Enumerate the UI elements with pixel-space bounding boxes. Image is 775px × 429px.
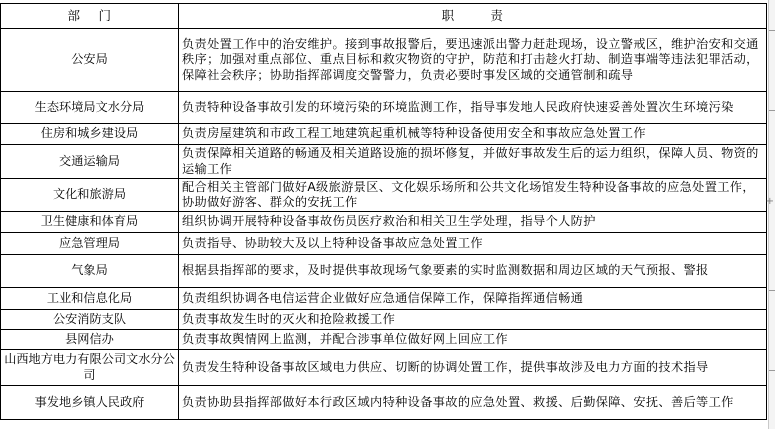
department-cell: 事发地乡镇人民政府 <box>1 386 179 420</box>
table-row <box>1 179 767 212</box>
ruler-tick <box>769 370 775 371</box>
department-cell: 县网信办 <box>1 330 179 350</box>
department-cell: 工业和信息化局 <box>1 288 179 310</box>
duties-cell: 负责房屋建筑和市政工程工地建筑起重机械等特种设备使用安全和事故应急处置工作 <box>179 124 767 145</box>
duties-cell: 根据县指挥部的要求，及时提供事故现场气象要素的实时监测数据和周边区域的天气预报、警报 <box>179 255 767 288</box>
table-row <box>1 350 767 386</box>
duties-cell: 负责事故发生时的灭火和抢险救援工作 <box>179 310 767 330</box>
header-department: 部 门 <box>1 4 179 29</box>
department-cell: 生态环境局文水分局 <box>1 92 179 124</box>
department-cell: 气象局 <box>1 255 179 288</box>
department-cell: 文化和旅游局 <box>1 179 179 212</box>
duties-cell: 负责特种设备事故引发的环境污染的环境监测工作，指导事发地人民政府快速妥善处置次生环境污染 <box>179 92 767 124</box>
department-cell: 应急管理局 <box>1 233 179 255</box>
duties-cell: 负责事故舆情网上监测，并配合涉事单位做好网上回应工作 <box>179 330 767 350</box>
duties-cell: 负责协助县指挥部做好本行政区域内特种设备事故的应急处置、救援、后勤保障、安抚、善后等工作 <box>179 386 767 420</box>
duties-cell: 配合相关主管部门做好A级旅游景区、文化娱乐场所和公共文化场馆发生特种设备事故的应急处置工作，协助做好游客、群众的安抚工作 <box>179 179 767 212</box>
table-row <box>1 288 767 310</box>
duties-cell: 负责发生特种设备事故区域电力供应、切断的协调处置工作，提供事故涉及电力方面的技术指导 <box>179 350 767 386</box>
table-row <box>1 310 767 330</box>
department-duties-table <box>0 3 767 420</box>
header-duties: 职 责 <box>179 4 767 29</box>
table-row <box>1 212 767 233</box>
department-cell: 山西地方电力有限公司文水分公司 <box>1 350 179 386</box>
department-cell: 住房和城乡建设局 <box>1 124 179 145</box>
plus-marker-icon: + <box>765 196 774 207</box>
table-row <box>1 92 767 124</box>
table-row <box>1 255 767 288</box>
department-cell: 公安局 <box>1 29 179 92</box>
vertical-scrollbar-ruler[interactable] <box>765 0 775 429</box>
table-header-row <box>1 4 767 29</box>
table-row <box>1 124 767 145</box>
ruler-tick <box>769 110 775 111</box>
table-row <box>1 145 767 179</box>
table-row <box>1 233 767 255</box>
ruler-tick <box>769 290 775 291</box>
duties-cell: 组织协调开展特种设备事故伤员医疗救治和相关卫生学处理，指导个人防护 <box>179 212 767 233</box>
duties-cell: 负责保障相关道路的畅通及相关道路设施的损坏修复，并做好事故发生后的运力组织，保障人员、物资的运输工作 <box>179 145 767 179</box>
duties-cell: 负责指导、协助较大及以上特种设备事故应急处置工作 <box>179 233 767 255</box>
table-row <box>1 386 767 420</box>
duties-cell: 负责组织协调各电信运营企业做好应急通信保障工作，保障指挥通信畅通 <box>179 288 767 310</box>
table-row <box>1 330 767 350</box>
duties-cell: 负责处置工作中的治安维护。接到事故报警后，要迅速派出警力赶赴现场，设立警戒区，维护治安和交通秩序；加强对重点部位、重点目标和救灾物资的守护，防范和打击趁火打劫、制造事端等违法犯罪活动，保障社会秩序；协助指挥部调度交警警力，负责必要时事发区域的交通管制和疏导 <box>179 29 767 92</box>
department-cell: 交通运输局 <box>1 145 179 179</box>
department-cell: 公安消防支队 <box>1 310 179 330</box>
department-cell: 卫生健康和体育局 <box>1 212 179 233</box>
table-row <box>1 29 767 92</box>
ruler-tick <box>769 30 775 31</box>
